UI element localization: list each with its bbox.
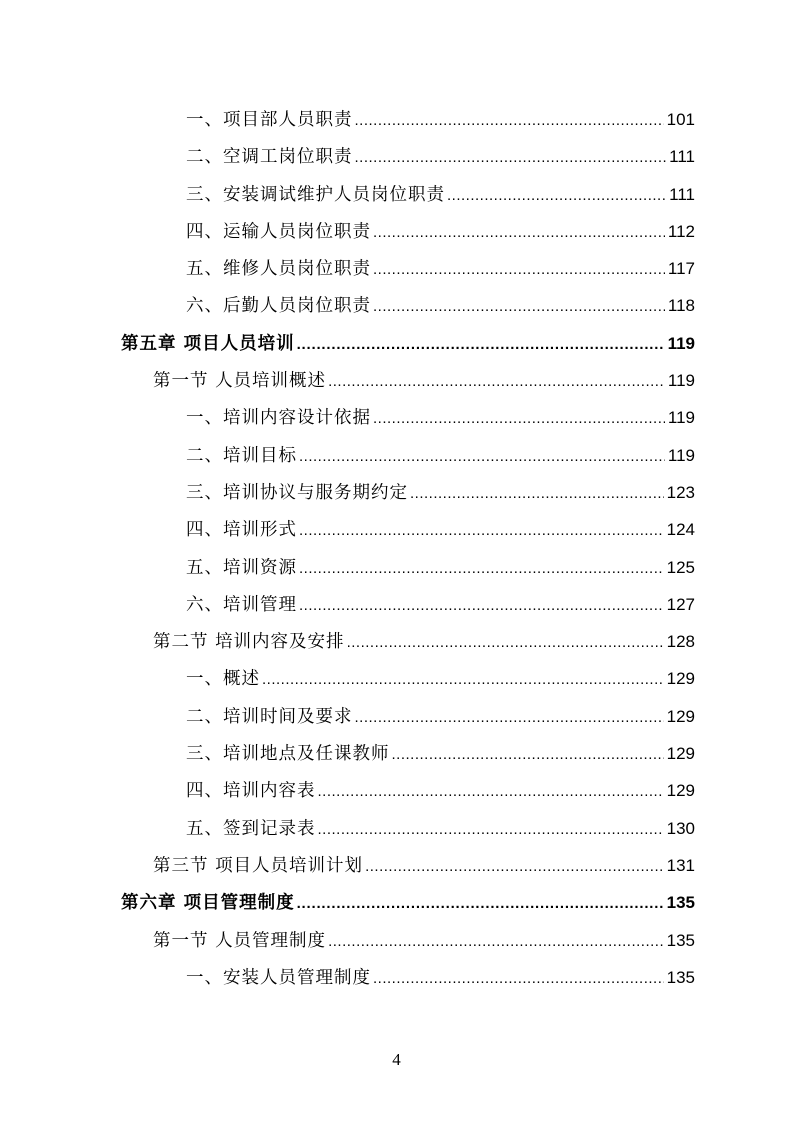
page-number: 4 xyxy=(392,1050,401,1069)
toc-entry-page: 123 xyxy=(666,482,695,502)
toc-entry-page: 127 xyxy=(666,594,695,614)
toc-entry-page: 125 xyxy=(666,557,695,577)
toc-entry-item[interactable] xyxy=(0,176,793,213)
toc-entry-item[interactable] xyxy=(0,474,793,511)
toc-entry-item[interactable] xyxy=(0,250,793,287)
toc-entry-page: 119 xyxy=(667,371,695,391)
toc-entry-item[interactable] xyxy=(0,399,793,436)
toc-dot-leader xyxy=(262,661,664,698)
toc-entry-chapter[interactable] xyxy=(0,884,793,921)
toc-dot-leader xyxy=(355,102,664,139)
toc-dot-leader xyxy=(318,811,664,848)
toc-dot-leader xyxy=(347,624,664,661)
toc-entry-item[interactable] xyxy=(0,810,793,847)
toc-entry-title: 三、培训协议与服务期约定 xyxy=(186,482,408,503)
toc-entry-page: 128 xyxy=(666,632,695,652)
toc-entry-section[interactable] xyxy=(0,362,793,399)
toc-entry-page: 135 xyxy=(666,893,695,913)
toc-entry-title: 四、培训内容表 xyxy=(186,781,316,802)
toc-dot-leader xyxy=(447,177,666,214)
toc-entry-page: 129 xyxy=(666,781,695,801)
toc-entry-page: 129 xyxy=(666,669,695,689)
toc-dot-leader xyxy=(373,400,665,437)
toc-entry-page: 119 xyxy=(667,333,695,353)
toc-entry-page: 130 xyxy=(666,818,695,838)
toc-entry-title: 第一节 人员培训概述 xyxy=(153,371,327,392)
toc-dot-leader xyxy=(410,475,664,512)
toc-entry-page: 101 xyxy=(666,110,695,129)
toc-dot-leader xyxy=(373,214,665,251)
toc-entry-title: 四、运输人员岗位职责 xyxy=(186,221,371,242)
toc-entry-title: 一、培训内容设计依据 xyxy=(186,408,371,429)
table-of-contents xyxy=(0,101,793,996)
toc-entry-title: 一、概述 xyxy=(186,669,260,690)
toc-entry-title: 二、空调工岗位职责 xyxy=(186,147,353,168)
toc-entry-page: 131 xyxy=(666,855,695,875)
toc-entry-item[interactable] xyxy=(0,586,793,623)
toc-entry-item[interactable] xyxy=(0,660,793,697)
toc-entry-page: 112 xyxy=(667,221,695,241)
toc-dot-leader xyxy=(392,736,664,773)
toc-entry-item[interactable] xyxy=(0,138,793,175)
toc-entry-item[interactable] xyxy=(0,549,793,586)
toc-entry-page: 135 xyxy=(666,967,695,987)
toc-entry-title: 五、维修人员岗位职责 xyxy=(186,259,371,280)
toc-dot-leader xyxy=(373,960,664,997)
toc-entry-chapter[interactable] xyxy=(0,325,793,362)
toc-entry-title: 第五章 项目人员培训 xyxy=(121,333,295,354)
toc-entry-item[interactable] xyxy=(0,101,793,138)
toc-dot-leader xyxy=(299,438,665,475)
toc-entry-title: 四、培训形式 xyxy=(186,520,297,541)
toc-entry-title: 二、培训时间及要求 xyxy=(186,706,353,727)
toc-dot-leader xyxy=(373,288,665,325)
toc-entry-page: 135 xyxy=(666,930,695,950)
toc-entry-item[interactable] xyxy=(0,437,793,474)
toc-entry-title: 一、安装人员管理制度 xyxy=(186,967,371,988)
toc-entry-page: 118 xyxy=(667,296,695,316)
toc-entry-item[interactable] xyxy=(0,735,793,772)
toc-entry-item[interactable] xyxy=(0,698,793,735)
toc-entry-page: 111 xyxy=(669,184,695,204)
toc-entry-item[interactable] xyxy=(0,213,793,250)
toc-dot-leader xyxy=(328,363,665,400)
toc-entry-page: 129 xyxy=(666,744,695,764)
toc-dot-leader xyxy=(297,326,665,363)
toc-entry-section[interactable] xyxy=(0,922,793,959)
toc-entry-title: 第三节 项目人员培训计划 xyxy=(153,855,364,876)
toc-entry-title: 三、安装调试维护人员岗位职责 xyxy=(186,184,445,205)
toc-dot-leader xyxy=(299,587,664,624)
toc-entry-page: 111 xyxy=(669,147,695,167)
toc-dot-leader xyxy=(373,251,665,288)
toc-entry-page: 129 xyxy=(666,706,695,726)
toc-entry-title: 五、培训资源 xyxy=(186,557,297,578)
toc-entry-item[interactable] xyxy=(0,959,793,996)
toc-entry-title: 一、项目部人员职责 xyxy=(186,110,353,130)
toc-entry-item[interactable] xyxy=(0,511,793,548)
toc-entry-title: 三、培训地点及任课教师 xyxy=(186,744,390,765)
toc-dot-leader xyxy=(299,512,664,549)
toc-dot-leader xyxy=(318,773,664,810)
toc-entry-section[interactable] xyxy=(0,847,793,884)
toc-entry-title: 五、签到记录表 xyxy=(186,818,316,839)
toc-entry-page: 119 xyxy=(667,445,695,465)
toc-entry-item[interactable] xyxy=(0,287,793,324)
toc-dot-leader xyxy=(355,699,664,736)
toc-entry-title: 第二节 培训内容及安排 xyxy=(153,632,345,653)
toc-dot-leader xyxy=(299,550,664,587)
toc-dot-leader xyxy=(328,923,664,960)
toc-entry-page: 119 xyxy=(667,408,695,428)
toc-entry-title: 第一节 人员管理制度 xyxy=(153,930,327,951)
toc-dot-leader xyxy=(355,139,667,176)
toc-entry-title: 六、后勤人员岗位职责 xyxy=(186,296,371,317)
toc-entry-page: 124 xyxy=(666,520,695,540)
toc-entry-title: 六、培训管理 xyxy=(186,594,297,615)
toc-entry-title: 二、培训目标 xyxy=(186,445,297,466)
toc-entry-item[interactable] xyxy=(0,772,793,809)
toc-dot-leader xyxy=(365,848,664,885)
toc-dot-leader xyxy=(297,885,664,922)
toc-entry-page: 117 xyxy=(667,259,695,279)
toc-entry-title: 第六章 项目管理制度 xyxy=(121,893,295,914)
toc-entry-section[interactable] xyxy=(0,623,793,660)
